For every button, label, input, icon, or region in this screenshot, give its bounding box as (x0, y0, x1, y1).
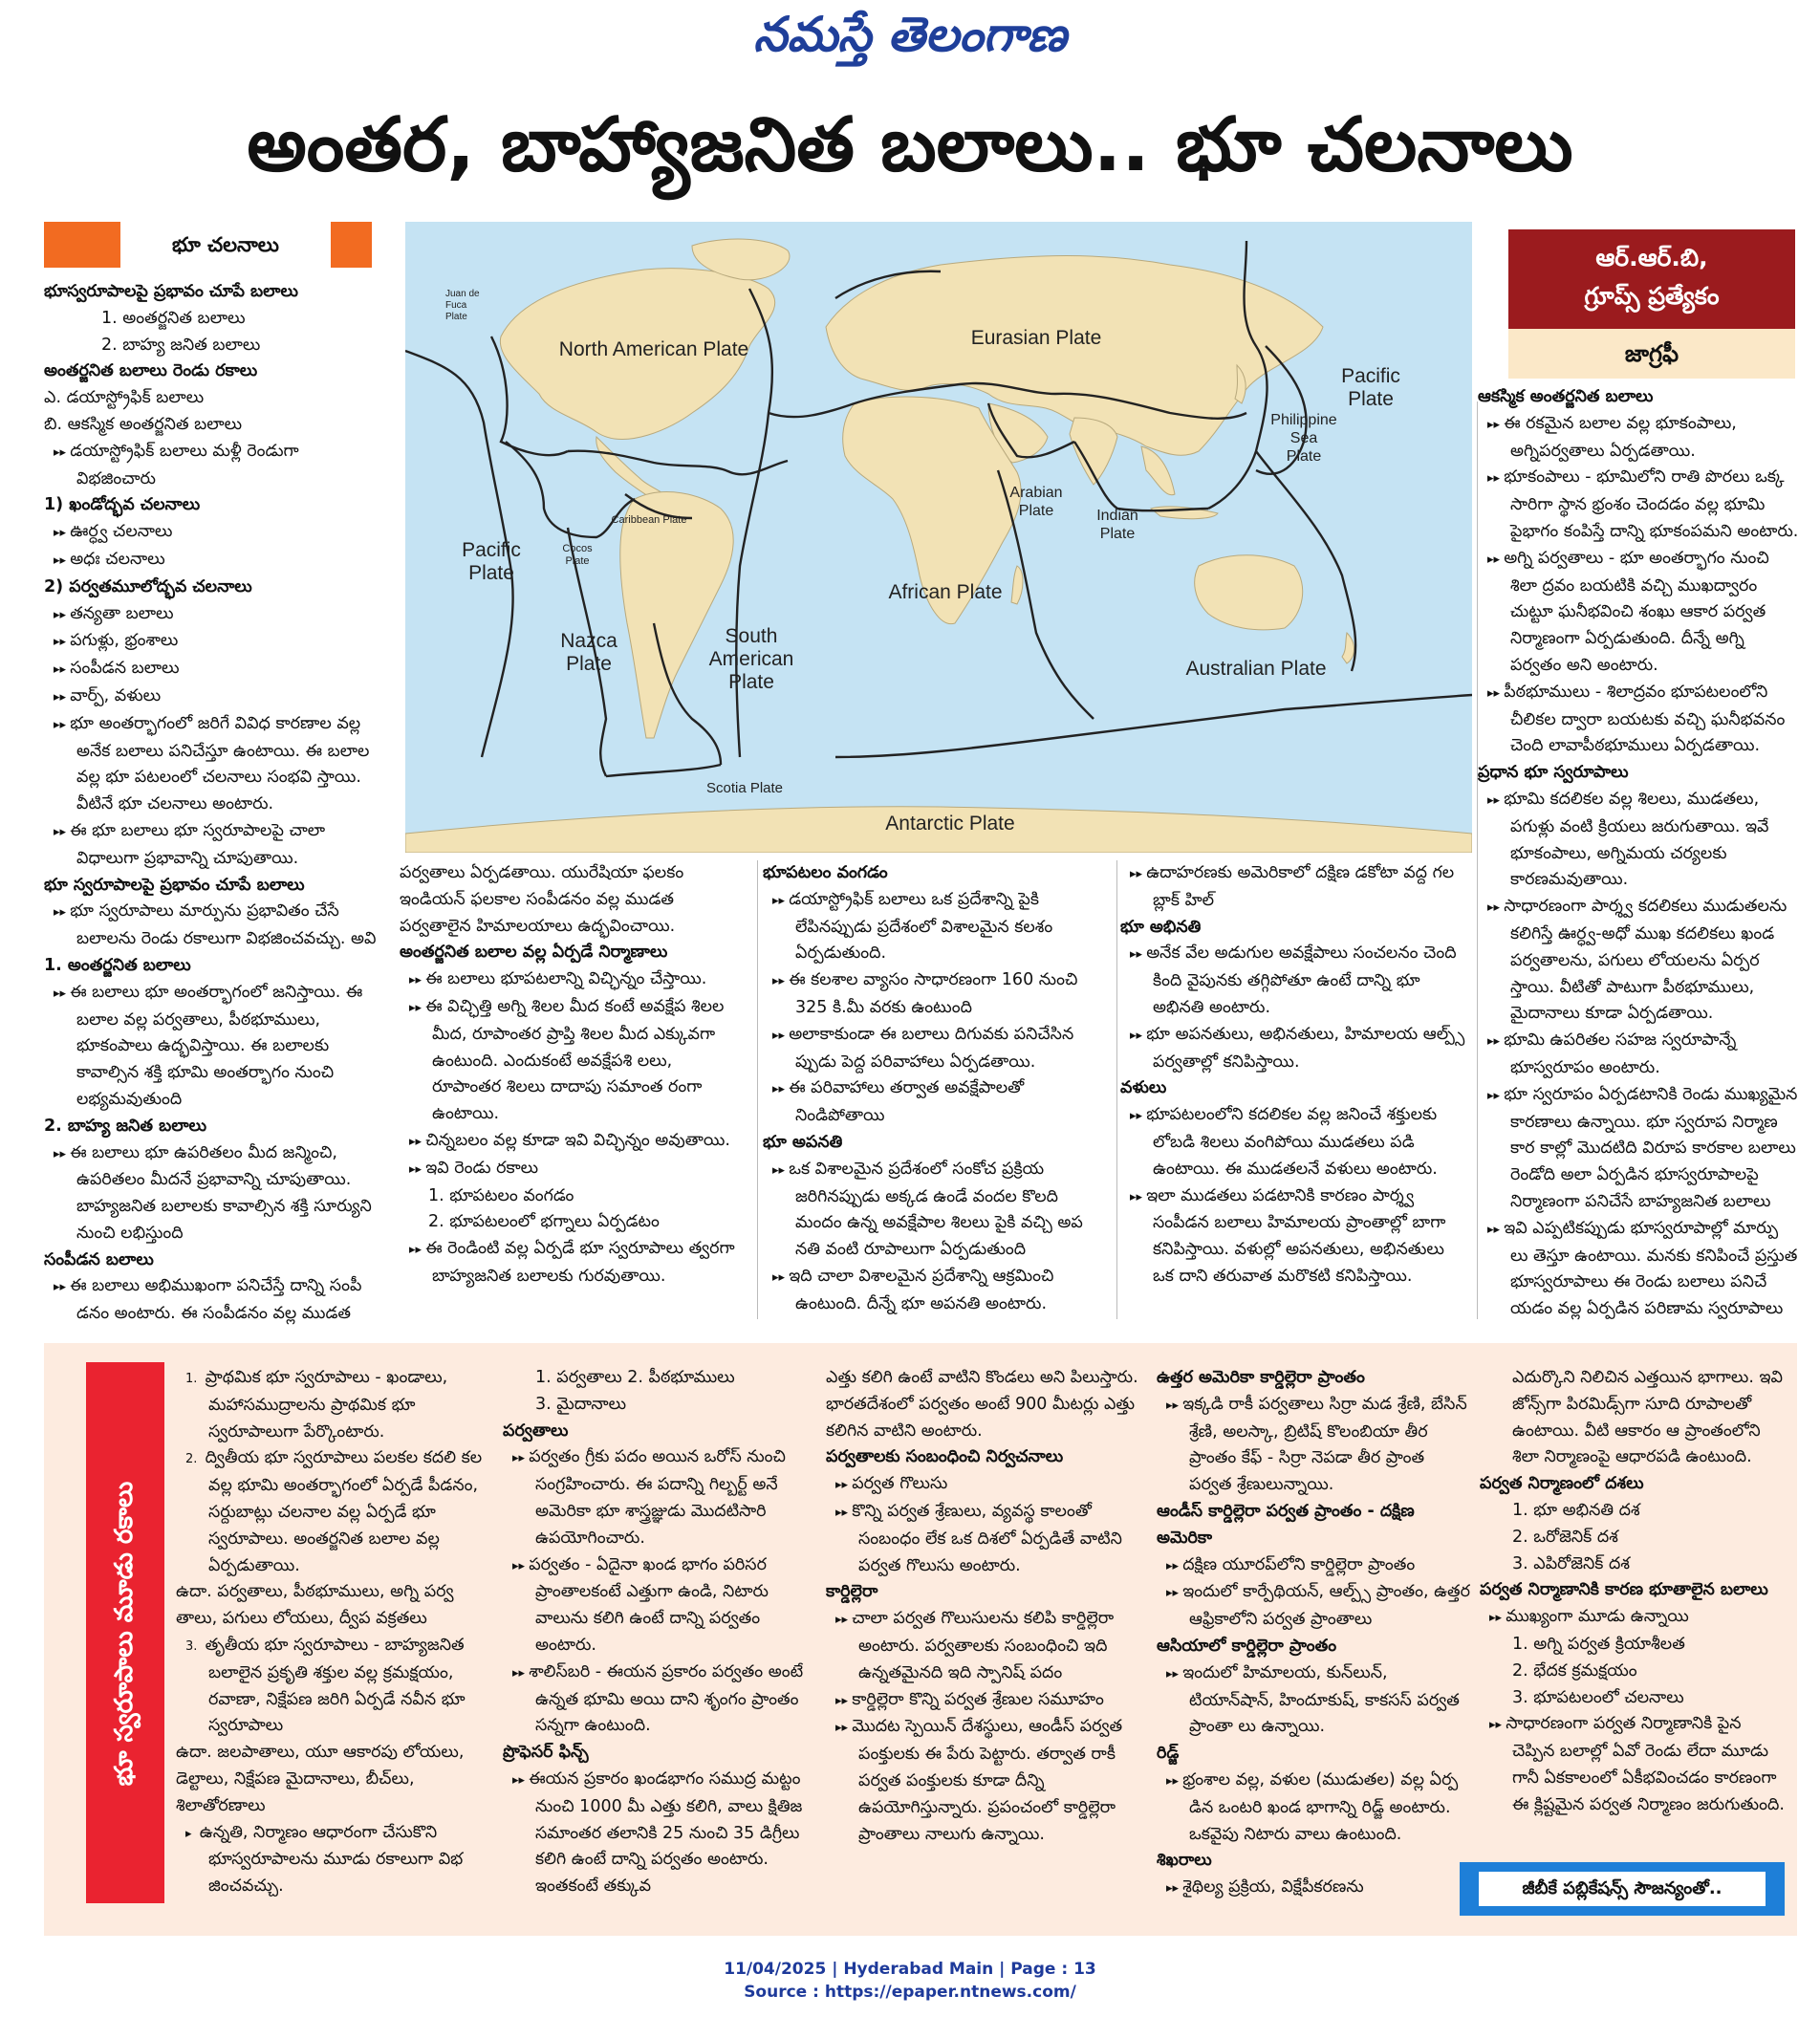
bullet-item (1157, 1768, 1472, 1848)
indented-item: 3. భూపటలంలో చలనాలు (1512, 1687, 1684, 1707)
bullet-text: భూమి కదలికల వల్ల శిలలు, ముడతలు, పగుళ్లు వంటి క్రియలు జరుగుతాయి. ఇవే భూకంపాలు, అగ్నిమయ చర్యలకు కారణమవుతాయి. (1504, 789, 1769, 890)
subheading: భూస్వరూపాలపై ప్రభావం చూపే బలాలు (44, 282, 298, 301)
bullet-icon: ▸▸ (772, 1162, 790, 1178)
bullet-item (44, 628, 382, 656)
bullet-item (400, 1236, 746, 1290)
bullet-icon: ▸▸ (1166, 1881, 1183, 1897)
bullet-item (1157, 1875, 1472, 1902)
bullet-item (763, 1264, 1109, 1318)
paragraph: ఉదా. జలపాతాలు, యూ ఆకారపు లోయలు, డెల్టాలు, నిక్షేపణ మైదానాలు, బీచ్‌లు, శిలాతోరణాలు (176, 1743, 465, 1815)
label-line: Cocos (562, 543, 593, 554)
bullet-item (1157, 1392, 1472, 1499)
bullet-item (1478, 894, 1799, 1028)
bullet-text: ఈ భూ బలాలు భూ స్వరూపాలపై చాలా విధాలుగా ప్రభావాన్ని చూపుతాయి. (70, 820, 326, 868)
bullet-item (400, 994, 746, 1128)
bullet-icon: ▸▸ (54, 662, 71, 678)
bullet-item (763, 967, 1109, 1022)
bullet-item (1120, 860, 1466, 915)
bullet-icon: 2. (185, 1452, 206, 1467)
bullet-icon: ▸▸ (1487, 792, 1505, 808)
bullet-text: ఈ బలాలు అభిముఖంగా పనిచేస్తే దాన్ని సంపీ డనం అంటారు. ఈ సంపీడనం వల్ల ముడత (70, 1276, 362, 1324)
bullet-item (763, 1022, 1109, 1076)
bullet-item (1120, 941, 1466, 1021)
bullet-item (1120, 1102, 1466, 1182)
masthead-logo: నమస్తే తెలంగాణ (753, 6, 1067, 62)
bullet-item (176, 1820, 491, 1900)
bullet-item (44, 818, 382, 873)
indented-item: 2. భేదక క్రమక్షయం (1512, 1660, 1637, 1681)
bullet-text: పీఠభూములు - శిలాద్రవం భూపటలంలోని చీలికల ద్వారా బయటకు వచ్చి ఘనీభవనం చెంది లావాపీఠభూములు ఏర్పడతాయి. (1504, 682, 1786, 756)
label-nazca-plate (560, 630, 618, 675)
bullet-text: డయాస్ట్రోఫిక్ బలాలు మళ్లీ రెండుగా విభజించారు (70, 441, 299, 488)
bullet-item (44, 547, 382, 575)
vertical-title-bar (86, 1362, 164, 1903)
bullet-text: ఊర్ధ్వ చలనాలు (70, 522, 173, 542)
bullet-text: భూపటలంలోని కదలికల వల్ల జనించే శక్తులకు లోబడి శిలలు వంగిపోయి ముడతలు పడి ఉంటాయి. ఈ ముడతలనే వళులు అంటారు. (1146, 1105, 1438, 1179)
bullet-icon: ▸▸ (54, 824, 71, 839)
bullet-text: చిన్నబలం వల్ల కూడా ఇవి విచ్ఛిన్నం అవుతాయి. (425, 1130, 730, 1150)
bullet-item (1478, 1216, 1799, 1323)
column-2 (400, 860, 746, 1290)
bullet-item (1478, 1082, 1799, 1216)
bullet-item (176, 1365, 491, 1445)
label-line: Plate (566, 653, 612, 675)
bullet-text: కార్డిల్లెరా కొన్ని పర్వత శ్రేణుల సమూహం (852, 1689, 1104, 1709)
bullet-item (44, 439, 382, 493)
bullet-icon: ▸▸ (1166, 1586, 1183, 1601)
bullet-item (826, 1687, 1141, 1715)
bullet-item (400, 1156, 746, 1183)
bullet-text: ఈ రకమైన బలాల వల్ల భూకంపాలు, అగ్నిపర్వతాలు ఏర్పడతాయి. (1504, 413, 1737, 461)
label-pacific-left-plate (462, 539, 521, 584)
bullet-icon: ▸▸ (54, 635, 71, 650)
tectonic-plates-map (405, 222, 1472, 853)
bullet-item (44, 899, 382, 953)
bullet-text: డయాస్ట్రోఫిక్ బలాలు ఒక ప్రదేశాన్ని పైకి లేపినప్పుడు ప్రదేశంలో విశాలమైన కలశం ఏర్పడుతుంది. (789, 889, 1053, 964)
subheading: అంతర్జనిత బలాలు రెండు రకాలు (44, 361, 258, 381)
bullet-icon: ▸▸ (512, 1665, 530, 1681)
indented-item: 1. పర్వతాలు 2. పీఠభూములు (535, 1368, 735, 1387)
label-antarctic-plate: Antarctic Plate (885, 813, 1015, 835)
bullet-text: ఈ బలాలు భూ ఉపరితలం మీద జన్మించి, ఉపరితలం మీదనే ప్రభావాన్ని చూపుతాయి. బాహ్యజనిత బలాలకు కావాల్సిన శక్తి సూర్యుని నుంచి లభిస్తుంది (70, 1142, 372, 1243)
section-tab (44, 222, 372, 268)
bullet-item (1157, 1552, 1472, 1580)
bottom-column-5 (1480, 1365, 1786, 1819)
bottom-column-4 (1157, 1365, 1472, 1902)
label-line: Nazca (560, 630, 618, 652)
bullet-text: ఈ బలాలు భూ అంతర్భాగంలో జనిస్తాయి. ఈ బలాల వల్ల పర్వతాలు, పీఠభూములు, భూకంపాలు ఉద్భవిస్తాయి. ఈ బలాలకు కావాల్సిన శక్తి భూమి అంతర్భాగం నుంచి లభ్యమవుతుంది (70, 982, 363, 1109)
indented-item: 3. ఎపిరోజెనిక్ దశ (1512, 1553, 1630, 1573)
label-line: Arabian (1009, 485, 1063, 501)
subheading: 1. అంతర్జనిత బలాలు (44, 955, 191, 975)
bullet-text: ఇవి రెండు రకాలు (425, 1158, 539, 1178)
label-line: Plate (1286, 448, 1322, 465)
bullet-text: ఒక విశాలమైన ప్రదేశంలో సంకోచ ప్రక్రియ జరిగినప్పుడు అక్కడ ఉండే వందల కొలది మందం ఉన్న అవక్షేపాల శిలలు పైకి వచ్చి అప నతి వంటి రూపాలుగా ఏర్పడుతుంది (789, 1159, 1083, 1260)
bullet-icon: ▸▸ (772, 893, 790, 908)
subheading: భూ అపనతి (763, 1132, 843, 1152)
bullet-icon: ▸▸ (1487, 1034, 1505, 1050)
subheading: ఆండీస్ కార్డిల్లెరా పర్వత ప్రాంతం - దక్షిణ అమెరికా (1157, 1501, 1415, 1548)
bullet-icon: ▸▸ (54, 1280, 71, 1295)
bullet-text: మొదట స్పెయిన్ దేశస్థులు, ఆండీస్ పర్వత పంక్తులకు ఈ పేరు పెట్టారు. తర్వాత రాకీ పర్వత పంక్తులకు కూడా దీన్ని ఉపయోగిస్తున్నారు. ప్రపంచంలో కార్డిల్లెరా ప్రాంతాలు నాలుగు ఉన్నాయి. (852, 1717, 1123, 1844)
bottom-column-2 (503, 1365, 811, 1900)
subheading: భూపటలం వంగడం (763, 863, 888, 882)
subheading: పర్వతాలకు సంబంధించి నిర్వచనాలు (826, 1447, 1064, 1467)
bullet-text: పర్వతం - ఏదైనా ఖండ భాగం పరిసర ప్రాంతాలకంటే ఎత్తుగా ఉండి, నిటారు వాలును కలిగి ఉంటే దాన్ని పర్వతం అంటారు. (529, 1554, 769, 1655)
bullet-icon: ▸▸ (1130, 947, 1147, 963)
label-line: Pacific (462, 539, 521, 561)
bullet-icon: ▸▸ (1487, 1222, 1505, 1237)
numbered-item: 1. భూపటలం వంగడం (428, 1185, 574, 1205)
bullet-item (176, 1445, 491, 1579)
bullet-icon: ▸▸ (54, 526, 71, 541)
vertical-title: భూ స్వరూపాలు మూడు రకాలు (110, 1481, 139, 1787)
indented-item: 3. మైదానాలు (535, 1394, 627, 1414)
bullet-text: భూకంపాలు - భూమిలోని రాతి పొరలు ఒక్క సారిగా స్థాన భ్రంశం చెందడం వల్ల భూమి పైభాగం కంపిస్తే దాన్ని భూకంపమని అంటారు. (1504, 467, 1799, 541)
subheading: ప్రధాన భూ స్వరూపాలు (1478, 763, 1629, 783)
bullet-text: దక్షిణ యూరప్‌లోని కార్డిల్లెరా ప్రాంతం (1182, 1554, 1416, 1574)
bullet-icon: ▸▸ (54, 553, 71, 568)
subheading: ప్రొఫెసర్ ఫిన్చ్ (503, 1743, 589, 1763)
column-divider (1116, 860, 1117, 1319)
bullet-icon: ▸▸ (54, 986, 71, 1001)
bullet-item (1120, 1022, 1466, 1076)
bullet-icon: ▸▸ (835, 1721, 853, 1736)
bullet-item (44, 683, 382, 711)
bullet-text: భూ అపనతులు, అభినతులు, హిమాలయ ఆల్ప్స్ పర్వతాల్లో కనిపిస్తాయి. (1146, 1024, 1465, 1072)
bullet-item (1480, 1604, 1786, 1632)
bullet-item (1157, 1660, 1472, 1741)
subheading: పర్వత నిర్మాణానికి కారణ భూతాలైన బలాలు (1480, 1580, 1768, 1600)
bullet-item (44, 656, 382, 683)
bullet-icon: ▸▸ (1489, 1718, 1506, 1733)
bullet-icon: ▸▸ (772, 974, 790, 989)
bullet-text: భూమి ఉపరితల సహజ స్వరూపాన్నే భూస్వరూపం అంటారు. (1504, 1030, 1737, 1077)
bullet-text: ఇందులో హిమాలయ, కున్‌లున్, టియాన్‌షాన్, హిందూకుష్, కాకసస్ పర్వత ప్రాంతా లు ఉన్నాయి. (1182, 1662, 1460, 1737)
bullet-item (503, 1767, 811, 1900)
bullet-text: సంపీడన బలాలు (70, 659, 180, 679)
label-line: Plate (1099, 526, 1136, 542)
label-african-plate: African Plate (888, 581, 1003, 603)
indented-item: ఎదుర్కొని నిలిచిన ఎత్తయిన భాగాలు. ఇవి జోన్స్‌గా పిరమిడ్స్‌గా సూది రూపాలతో ఉంటాయి. వీటి ఆకారం ఆ ప్రాంతంలోని శిలా నిర్మాణంపై ఆధారపడి ఉంటుంది. (1512, 1368, 1783, 1467)
subheading: సంపీడన బలాలు (44, 1249, 154, 1269)
bullet-icon: ▸▸ (512, 1558, 530, 1573)
bullet-text: కొన్ని పర్వత శ్రేణులు, వ్యవస్థ కాలంతో సంబంధం లేక ఒక దిశలో ఏర్పడితే వాటిని పర్వత గొలుసు అంటారు. (852, 1501, 1122, 1575)
bullet-text: అగ్ని పర్వతాలు - భూ అంతర్భాగం నుంచి శిలా ద్రవం బయటికి వచ్చి ముఖద్వారం చుట్టూ ఘనీభవించి శంఖు ఆకార పర్వత నిర్మాణంగా ఏర్పడుతుంది. దీన్నే అగ్ని పర్వతం అని అంటారు. (1504, 548, 1769, 675)
side-box-line2: గ్రూప్స్ ప్రత్యేకం (1584, 282, 1720, 310)
bullet-icon: ▸▸ (1130, 1028, 1147, 1043)
footer-date-page: 11/04/2025 | Hyderabad Main | Page : 13 (724, 1960, 1096, 1979)
credit-box (1460, 1862, 1785, 1916)
bullet-text: పర్వతం గ్రీకు పదం అయిన ఒరోస్ నుంచి సంగ్రహించారు. ఈ పదాన్ని గిల్బర్ట్ అనే అమెరికా భూ శాస్త్రజ్ఞుడు మొదటిసారి ఉపయోగించారు. (529, 1447, 786, 1548)
label-line: Sea (1289, 430, 1318, 446)
bullet-text: శాలిస్‌బరి - ఈయన ప్రకారం పర్వతం అంటే ఉన్నత భూమి అయి దాని శృంగం ప్రాంతం సన్నగా ఉంటుంది. (529, 1661, 804, 1736)
bullet-icon: ▸▸ (1130, 1109, 1147, 1124)
bullet-icon: ▸▸ (835, 1478, 853, 1493)
numbered-item: 2. భూపటలంలో భగ్నాలు ఏర్పడటం (428, 1212, 660, 1232)
subheading: కార్డిల్లెరా (826, 1582, 878, 1602)
bullet-icon: ▸▸ (1487, 552, 1505, 567)
indented-item: 1. భూ అభినతి దశ (1512, 1500, 1640, 1520)
subheading: ఆకస్మిక అంతర్జనిత బలాలు (1478, 387, 1654, 406)
bullet-text: తన్యతా బలాలు (70, 603, 174, 623)
bullet-text: ఇలా ముడతలు పడటానికి కారణం పార్శ్వ సంపీడన బలాలు హిమాలయ ప్రాంతాల్లో బాగా కనిపిస్తాయి. వళుల్లో అపనతులు, అభినతులు ఒక దాని తరువాత మరొకటి కనిపిస్తాయి. (1146, 1185, 1446, 1286)
bullet-icon: ▸▸ (1130, 1189, 1147, 1204)
section-tab-label: భూ చలనాలు (120, 222, 331, 268)
label-line: Pacific (1341, 365, 1400, 387)
column-4 (1120, 860, 1466, 1290)
bullet-item (1478, 680, 1799, 760)
bullet-item (400, 966, 746, 994)
bottom-column-3 (826, 1365, 1141, 1848)
bullet-text: ఇక్కడి రాకీ పర్వతాలు సిర్రా మడ శ్రేణి, బేసిన్ శ్రేణి, అలస్కా, బ్రిటిష్ కొలంబియా తీర ప్రాంతం కేఫ్ - సిర్రా నెపడా తీర ప్రాంత పర్వత శ్రేణులున్నాయి. (1182, 1394, 1467, 1495)
numbered-item: ఎ. డయాస్ట్రోఫిక్ బలాలు (44, 388, 205, 408)
bullet-item (1478, 1028, 1799, 1082)
bullet-icon: ▸▸ (1130, 867, 1147, 881)
footer (0, 1958, 1820, 2004)
bullet-item (763, 1075, 1109, 1130)
column-left (44, 279, 382, 1328)
bullet-item (1478, 465, 1799, 545)
label-pacific-right-plate (1341, 365, 1400, 410)
bullet-icon: ▸▸ (835, 1505, 853, 1520)
subheading: ఆసియాలో కార్డిల్లెరా ప్రాంతం (1157, 1636, 1337, 1656)
numbered-item: బి. ఆకస్మిక అంతర్జనిత బలాలు (44, 414, 243, 434)
subheading: ఉత్తర అమెరికా కార్డిల్లెరా ప్రాంతం (1157, 1368, 1365, 1387)
label-caribbean-plate: Caribbean Plate (611, 514, 687, 526)
label-eurasian-plate: Eurasian Plate (970, 327, 1102, 349)
bullet-item (44, 519, 382, 547)
bullet-icon: ▸▸ (54, 1146, 71, 1161)
bullet-text: ఈ రెండింటి వల్ల ఏర్పడే భూ స్వరూపాలు త్వరగా బాహ్యజనిత బలాలకు గురవుతాయి. (425, 1239, 735, 1286)
bullet-item (763, 1157, 1109, 1264)
bullet-icon: ▸▸ (1166, 1558, 1183, 1573)
bullet-icon: ▸▸ (772, 1269, 790, 1285)
bullet-item (826, 1606, 1141, 1686)
bullet-text: ముఖ్యంగా మూడు ఉన్నాయి (1506, 1607, 1689, 1627)
bullet-text: వార్ప్, వళులు (70, 685, 162, 705)
numbered-item: 1. అంతర్జనిత బలాలు (101, 308, 246, 328)
label-line: Plate (728, 671, 774, 693)
bullet-icon: ▸▸ (409, 973, 426, 988)
bullet-text: పగుళ్లు, భ్రంశాలు (70, 631, 179, 651)
subheading: 2. బాహ్య జనిత బలాలు (44, 1116, 207, 1136)
bullet-text: ఈ బలాలు భూపటలాన్ని విచ్ఛిన్నం చేస్తాయి. (425, 969, 707, 989)
bullet-icon: ▸▸ (409, 1134, 426, 1149)
paragraph: ఉదా. పర్వతాలు, పీఠభూములు, అగ్ని పర్వ తాలు, పగులు లోయలు, ద్వీప వక్రతలు (176, 1582, 454, 1629)
bullet-icon: ▸▸ (1487, 1088, 1505, 1103)
headline: అంతర, బాహ్యాజనిత బలాలు.. భూ చలనాలు (247, 102, 1573, 188)
bullet-item (826, 1499, 1141, 1579)
bullet-text: ఇది చాలా విశాలమైన ప్రదేశాన్ని ఆక్రమించి ఉంటుంది. దీన్నే భూ అపనతి అంటారు. (789, 1266, 1054, 1313)
bullet-icon: ▸▸ (409, 1243, 426, 1258)
paragraph: ఎత్తు కలిగి ఉంటే వాటిని కొండలు అని పిలుస్తారు. భారతదేశంలో పర్వతం అంటే 900 మీటర్లు ఎత్తు కలిగిన వాటిని అంటారు. (826, 1368, 1138, 1441)
label-line: Indian (1096, 508, 1138, 524)
bullet-text: ఇవి ఎప్పటికప్పుడు భూస్వరూపాల్లో మార్పు లు తెస్తూ ఉంటాయి. మనకు కనిపించే ప్రస్తుత భూస్వరూపాలు ఈ రెండు బలాలు పనిచే యడం వల్ల ఏర్పడిన పరిణామ స్వరూపాలు (1504, 1218, 1798, 1319)
column-3 (763, 860, 1109, 1318)
subheading: అంతర్జనిత బలాల వల్ల ఏర్పడే నిర్మాణాలు (400, 943, 668, 963)
label-line: Plate (468, 562, 514, 584)
bullet-item (1480, 1711, 1786, 1818)
bullet-text: ఉదాహరణకు అమెరికాలో దక్షిణ డకోటా వద్ద గల బ్లాక్ హిల్ (1146, 863, 1455, 910)
subheading: 2) పర్వతమూలోద్భవ చలనాలు (44, 576, 252, 596)
label-line: Plate (445, 312, 467, 322)
indented-item: 2. ఒరోజెనిక్ దశ (1512, 1527, 1618, 1547)
bullet-text: అనేక వేల అడుగుల అవక్షేపాలు సంచలనం చెంది కింది వైపునకు తగ్గిపోతూ ఉంటే దాన్ని భూ అభినతి అంటారు. (1146, 943, 1457, 1017)
bottom-column-1 (176, 1365, 491, 1900)
label-line: Fuca (445, 300, 467, 311)
subheading: భూ స్వరూపాలపై ప్రభావం చూపే బలాలు (44, 875, 305, 895)
subheading: పర్వతాలు (503, 1421, 569, 1441)
bullet-icon: ▸▸ (409, 1000, 426, 1015)
bullet-text: ఈ కలశాల వ్యాసం సాధారణంగా 160 నుంచి 325 కి.మీ వరకు ఉంటుంది (789, 970, 1078, 1017)
bullet-icon: ▸▸ (1487, 685, 1505, 701)
bullet-text: సాధారణంగా పార్శ్వ కదలికలు ముడుతలను కలిగిస్తే ఊర్ధ్వ-అధో ముఖ కదలికలు ఖండ పర్వతాలను, పగులు లోయలను ఏర్పర స్తాయి. వీటితో పాటుగా పీఠభూములు, మైదానాలు కూడా ఏర్పడతాయి. (1504, 897, 1788, 1024)
bullet-icon: ▸▸ (409, 1161, 426, 1177)
bullet-item (44, 1140, 382, 1247)
bullet-text: అలాకాకుండా ఈ బలాలు దిగువకు పనిచేసిన ప్పుడు పెద్ద పరివాహాలు ఏర్పడతాయి. (789, 1024, 1074, 1072)
bullet-icon: ▸▸ (1487, 900, 1505, 916)
side-box-subject: జాగ్రఫీ (1508, 329, 1795, 379)
numbered-item: 2. బాహ్య జనిత బలాలు (101, 335, 261, 355)
label-line: Plate (1348, 388, 1394, 410)
bullet-text: ఉన్నతి, నిర్మాణం ఆధారంగా చేసుకొని భూస్వరూపాలను మూడు రకాలుగా విభ జించవచ్చు. (199, 1822, 464, 1897)
label-line: Philippine (1270, 412, 1337, 428)
bullet-icon: ▸▸ (54, 905, 71, 921)
bullet-icon: ▸▸ (1166, 1666, 1183, 1681)
bullet-text: అధః చలనాలు (70, 549, 165, 569)
bullet-item (1120, 1183, 1466, 1290)
label-cocos-plate (562, 543, 593, 567)
subheading: రిడ్జ్ (1157, 1744, 1180, 1764)
bullet-item (44, 980, 382, 1114)
bullet-item (1478, 546, 1799, 680)
bullet-item (1157, 1579, 1472, 1634)
bullet-text: ఇందులో కార్పేథియన్, ఆల్ప్స్ ప్రాంతం, ఉత్తర ఆఫ్రికాలోని పర్వత ప్రాంతాలు (1182, 1582, 1471, 1630)
bullet-icon: ▸▸ (835, 1693, 853, 1708)
side-box (1508, 229, 1795, 379)
credit-text: జీబీకే పబ్లికేషన్స్ సౌజన్యంతో.. (1479, 1872, 1766, 1906)
bullet-text: శైథిల్య ప్రక్రియ, విక్షేపీకరణను (1182, 1877, 1364, 1898)
footer-source: Source : https://epaper.ntnews.com/ (744, 1983, 1076, 2002)
bullet-icon: ▸▸ (54, 717, 71, 732)
side-box-line1: ఆర్.ఆర్.బి, (1595, 244, 1708, 271)
bullet-item (176, 1633, 491, 1740)
bullet-text: ఈ పరివాహాలు తర్వాత అవక్షేపాలతో నిండిపోతాయి (789, 1078, 1025, 1126)
bullet-text: ద్వితీయ భూ స్వరూపాలు పలకల కదలి కల వల్ల భూమి అంతర్భాగంలో ఏర్పడే పీడనం, సర్దుబాట్లు చలనాల వల్ల ఏర్పడే భూ స్వరూపాలు. అంతర్జనిత బలాల వల్ల ఏర్పడుతాయి. (205, 1448, 483, 1575)
bullet-icon: ▸▸ (772, 1028, 790, 1043)
indented-item: 1. అగ్ని పర్వత క్రియాశీలత (1512, 1634, 1685, 1654)
bullet-item (503, 1659, 811, 1740)
bullet-text: భ్రంశాల వల్ల, వళుల (ముడుతల) వల్ల ఏర్ప డిన ఒంటరి ఖండ భాగాన్ని రిడ్జ్ అంటారు. ఒకవైపు నిటారు వాలు ఉంటుంది. (1182, 1769, 1459, 1844)
bullet-icon: ▸▸ (512, 1772, 530, 1788)
bullet-text: ఈ విచ్ఛిత్తి అగ్ని శిలల మీద కంటే అవక్షేప శిలల మీద, రూపాంతర ప్రాప్తి శిలల మీద ఎక్కువగా ఉంటుంది. ఎందుకంటే అవక్షేపశి లలు, రూపాంతర శిలలు దాదాపు సమాంత రంగా ఉంటాయి. (425, 996, 725, 1124)
column-right (1478, 384, 1799, 1323)
bullet-item (44, 601, 382, 629)
bullet-item (826, 1471, 1141, 1499)
bullet-item (763, 887, 1109, 967)
bullet-icon: ▸ (185, 1826, 200, 1841)
bullet-icon: ▸▸ (835, 1613, 853, 1628)
bullet-item (400, 1128, 746, 1156)
bullet-icon: ▸▸ (1489, 1611, 1506, 1626)
bullet-text: ప్రాథమిక భూ స్వరూపాలు - ఖండాలు, మహాసముద్రాలను ప్రాథమిక భూ స్వరూపాలుగా పేర్కొంటారు. (205, 1368, 448, 1442)
bullet-item (503, 1444, 811, 1551)
bullet-text: పర్వత గొలుసు (852, 1474, 948, 1494)
bullet-text: భూ అంతర్భాగంలో జరిగే వివిధ కారణాల వల్ల అనేక బలాలు పనిచేస్తూ ఉంటాయి. ఈ బలాల వల్ల భూ పటలంలో చలనాలు సంభవి స్తాయి. వీటినే భూ చలనాలు అంటారు. (70, 713, 370, 814)
label-australian-plate: Australian Plate (1185, 658, 1327, 680)
bullet-text: భూ స్వరూపాలు మార్పును ప్రభావితం చేసే బలాలను రెండు రకాలుగా విభజించవచ్చు. అవి (70, 901, 377, 949)
bullet-icon: ▸▸ (54, 689, 71, 705)
label-line: Plate (565, 555, 590, 567)
bullet-item (44, 1273, 382, 1328)
bullet-icon: ▸▸ (1166, 1398, 1183, 1413)
label-line: Juan de (445, 289, 480, 299)
bullet-icon: ▸▸ (1487, 417, 1505, 432)
bullet-icon: ▸▸ (772, 1082, 790, 1097)
subheading: వళులు (1120, 1078, 1167, 1098)
bullet-item (1478, 411, 1799, 466)
bullet-item (503, 1552, 811, 1659)
label-line: South (725, 625, 778, 647)
label-line: Plate (1018, 503, 1054, 519)
column-divider (757, 860, 758, 1319)
bullet-text: ఈయన ప్రకారం ఖండభాగం సముద్ర మట్టం నుంచి 1000 మీ ఎత్తు కలిగి, వాలు క్షితిజ సమాంతర తలానికి 25 నుంచి 35 డిగ్రీలు కలిగి ఉంటే దాన్ని పర్వతం అంటారు. ఇంతకంటే తక్కువ (529, 1768, 803, 1897)
side-box-header (1508, 229, 1795, 329)
subheading: భూ అభినతి (1120, 917, 1202, 937)
bullet-icon: 3. (185, 1638, 206, 1654)
bullet-icon: ▸▸ (1487, 471, 1505, 487)
bullet-icon: ▸▸ (54, 607, 71, 622)
label-north-american-plate: North American Plate (558, 338, 749, 360)
bullet-icon: ▸▸ (512, 1451, 530, 1466)
subheading: పర్వత నిర్మాణంలో దశలు (1480, 1474, 1644, 1494)
bullet-text: సాధారణంగా పర్వత నిర్మాణానికి పైన చెప్పిన బలాల్లో ఏవో రెండు లేదా మూడు గానీ ఏకకాలంలో ఏకీభవించడం కారణంగా ఈ క్లిష్టమైన పర్వత నిర్మాణం జరుగుతుంది. (1506, 1714, 1785, 1814)
subheading: శిఖరాలు (1157, 1851, 1212, 1871)
subheading: 1) ఖండోద్భవ చలనాలు (44, 495, 201, 515)
bullet-text: భూ స్వరూపం ఏర్పడటానికి రెండు ముఖ్యమైన కారణాలు ఉన్నాయి. భూ స్వరూప నిర్మాణ కార కాల్లో మొదటిది విరూప కారకాల బలాలు రెండోది అలా ఏర్పడిన భూస్వరూపాలపై నిర్మాణంగా పనిచేసే బాహ్యజనిత బలాలు (1504, 1084, 1798, 1211)
label-scotia-plate: Scotia Plate (705, 780, 784, 796)
paragraph: పర్వతాలు ఏర్పడతాయి. యురేషియా ఫలకం ఇండియన్ ఫలకాల సంపీడనం వల్ల ముడత పర్వతాలైన హిమాలయాలు ఉద్భవించాయి. (400, 863, 684, 936)
bullet-text: చాలా పర్వత గొలుసులను కలిపి కార్డిల్లెరా అంటారు. పర్వతాలకు సంబంధించి ఇది ఉన్నతమైనది ఇది స్పానిష్ పదం (852, 1609, 1115, 1682)
bullet-icon: ▸▸ (54, 445, 71, 460)
label-line: American (708, 648, 794, 670)
bullet-icon: 1. (185, 1372, 206, 1386)
bullet-text: తృతీయ భూ స్వరూపాలు - బాహ్యజనిత బలాలైన ప్రకృతి శక్తుల వల్ల క్రమక్షయం, రవాణా, నిక్షేపణ జరిగి ఏర్పడే నవీన భూ స్వరూపాలు (205, 1635, 466, 1736)
bullet-item (1478, 787, 1799, 894)
bullet-item (826, 1714, 1141, 1848)
bullet-icon: ▸▸ (1166, 1773, 1183, 1789)
bullet-item (44, 711, 382, 818)
